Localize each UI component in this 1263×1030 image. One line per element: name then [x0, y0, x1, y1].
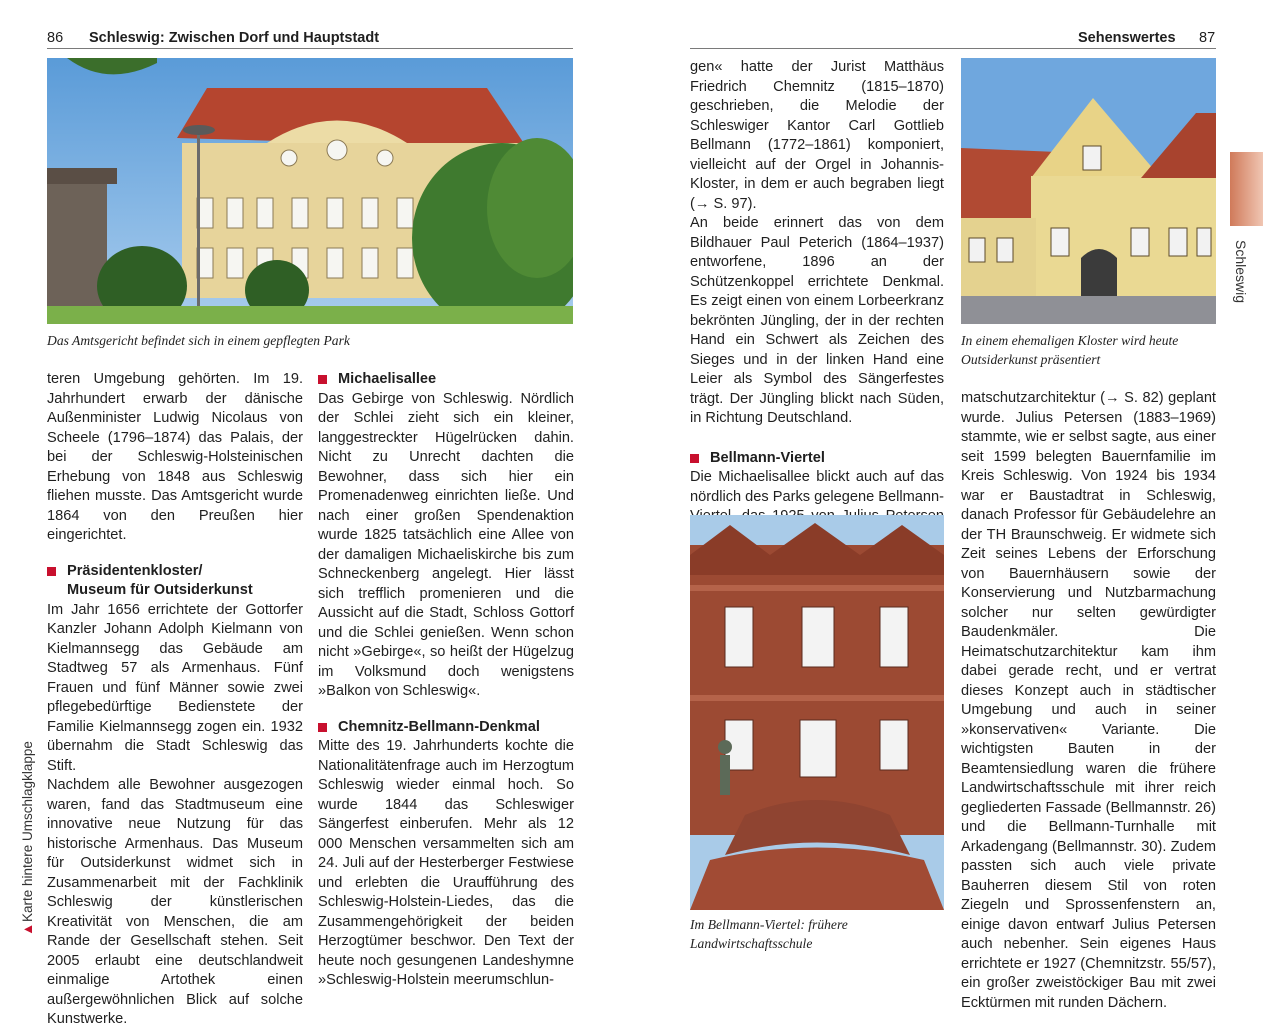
left-running-head: Schleswig: Zwischen Dorf und Hauptstadt [89, 30, 380, 46]
right-photo-caption-1: Im Bellmann-Viertel: frühere Landwirtschaftsschule [690, 917, 848, 951]
left-header-rule [47, 48, 573, 49]
photo-amtsgericht [47, 58, 573, 324]
map-arrow-icon: ▲ [20, 922, 35, 936]
section-heading-chemnitz-bellmann: Chemnitz-Bellmann-Denkmal [318, 718, 574, 738]
section-heading-michaelisallee: Michaelisallee [318, 370, 574, 390]
paragraph: Mitte des 19. Jahrhunderts kochte die Nationalitätenfrage auch im Herzogtum Schleswig wieder einmal hoch. So wurde 1844 das Schleswiger Sängerfest einberufen. Mehr als 12 000 Menschen versammelten sich am 24. Juli auf der Hesterberger Festwiese und erlebten die Uraufführung des Schleswig-Holstein-Liedes, das die Zusammengehörigkeit der beiden Herzogtümer beschwor. Den Text der heute noch gesungenen Landeshymne »Schleswig-Holstein meerumschlun- [318, 738, 574, 988]
photo-praesidentenkloster [961, 58, 1216, 324]
side-tab-label: Schleswig [1233, 240, 1249, 304]
heading-line: Museum für Outsiderkunst [67, 582, 253, 598]
paragraph: Das Gebirge von Schleswig. Nördlich der Schlei zieht sich ein kleiner, langgestreckter Hügelrücken dahin. Nicht zu Unrecht dachten die Bewohner, dass sich hier ein Promenadenweg einrichten ließe. Und nach einer großen Spendenaktion wurde 1825 tatsächlich eine Allee von der damaligen Michaeliskirche bis zum Schneckenberg angelegt. Hier lässt sich trefflich promenieren und die Aussicht auf die Stadt, Schloss Gottorf und die Schlei genießen. Wenn schon nicht »Gebirge«, so heißt der Hügelzug im Volksmund doch wenigstens »Balkon von Schleswig«. [318, 390, 574, 699]
right-page-number: 87 [1199, 30, 1216, 46]
heading-line: Präsidentenkloster/ [67, 562, 203, 579]
section-heading-praesidentenkloster [47, 562, 303, 601]
photo-landwirtschaftsschule [690, 515, 944, 910]
side-label-map: Karte hintere Umschlagklappe [20, 741, 35, 922]
paragraph: Die Michaelisallee blickt auch auf das nördlich des Parks gelegene Bellmann- [690, 469, 944, 505]
left-page-number: 86 [47, 30, 64, 46]
right-photo-caption-2: In einem ehemaligen Kloster wird heute Outsiderkunst präsentiert [961, 333, 1179, 367]
right-column-1-top [690, 58, 944, 546]
left-column-1 [47, 370, 303, 1030]
paragraph: An beide erinnert das von dem Bildhauer Paul Peterich (1864–1937) entworfene, 1896 an der Schützenkoppel errichtete Denkmal. Es zeigt einen von einem Lorbeerkranz bekrönten Jüngling, der in der rechten Hand ein Schwert als Zeichen des Sieges und in der linken Hand eine Leier als Symbol des Sängerfestes trägt. Der Jüngling blickt nach Süden, in Richtung Deutschland. [690, 215, 944, 426]
right-header-rule [690, 48, 1216, 49]
thumb-tab [1230, 152, 1263, 226]
paragraph: gen« hatte der Jurist Matthäus Friedrich Chemnitz (1815–1870) geschrieben, die Melodie der Schleswiger Kantor Carl Gottlieb Bellmann (1772–1861) komponiert, vielleicht auf der Orgel in Johannis-Kloster, in dem er auch begraben liegt (→ S. 97). [690, 59, 944, 212]
paragraph: matschutzarchitektur (→ S. 82) geplant wurde. Julius Petersen (1883–1969) stammte, wie er selbst sagte, aus einer seit 1599 belegten Bauernfamilie im Kreis Schleswig. Von 1924 bis 1934 war er Baustadtrat in Schleswig, danach Professor für Gebäudelehre an der TH Braunschweig. Er widmete sich Zeit seines Lebens der Erforschung von Bauernhäusern sowie der Konservierung und Nutzbarmachung solcher nur selten gewürdigter Baudenkmäler. Die Heimatschutzarchitektur kam ihm dabei gerade recht, und er vertrat dieses Konzept auch in städtischer Umgebung und auch in seiner »konservativen« Variante. Die wichtigsten Bauten in der Beamtensiedlung waren die frühere Landwirtschaftsschule mit ihrer reich gegliederten Fassade (Bellmannstr. 26) und die Bellmann-Turnhalle mit Arkadengang (Bellmannstr. 30). Zudem passten sich auch viele private Bauherren diesem Stil von roten Ziegeln und Sprossenfenstern an, einige davon entwarf Julius Petersen auch nebenher. Sein eigenes Haus errichtete er 1927 (Chemnitzstr. 55/57), ein großer zweistöckiger Bau mit zwei Ecktürmen mit runden Dächern. [961, 390, 1216, 1011]
paragraph: Nachdem alle Bewohner ausgezogen waren, fand das Stadtmuseum eine innovative neue Nutzung für das historische Armenhaus. Das Museum für Outsiderkunst widmet sich in Zusammenarbeit mit der Fachklinik Schleswig der künstlerischen Kreativität von Menschen, die am Rande der Gesellschaft stehen. Seit 2005 erlaubt eine deutschlandweit einmalige Artothek einen außergewöhnlichen Blick auf solche Kunstwerke. [47, 777, 303, 1027]
left-photo-caption: Das Amtsgericht befindet sich in einem gepflegten Park [47, 333, 350, 348]
left-column-2 [318, 370, 574, 991]
paragraph: teren Umgebung gehörten. Im 19. Jahrhundert erwarb der dänische Außenminister Ludwig Nicolaus von Scheele (1796–1874) das Palais, der bei der Schleswig-Holsteinischen Erhebung von 1848 aus Schleswig fliehen musste. Das Amtsgericht wurde 1864 von den Preußen hier eingerichtet. [47, 371, 303, 543]
right-column-2 [961, 389, 1216, 1013]
right-running-head: Sehenswertes [1078, 30, 1176, 46]
paragraph: Im Jahr 1656 errichtete der Gottorfer Kanzler Johann Adolph Kielmann von Kielmannsegg das Gebäude am Stadtweg 57 als Armenhaus. Fünf Frauen und fünf Männer sowie zwei pflegebedürftige Bedienstete der Familie Kielmannsegg zogen ein. 1932 übernahm die Stadt Schleswig das Stift. [47, 601, 303, 774]
section-heading-bellmann-viertel: Bellmann-Viertel [690, 449, 944, 469]
